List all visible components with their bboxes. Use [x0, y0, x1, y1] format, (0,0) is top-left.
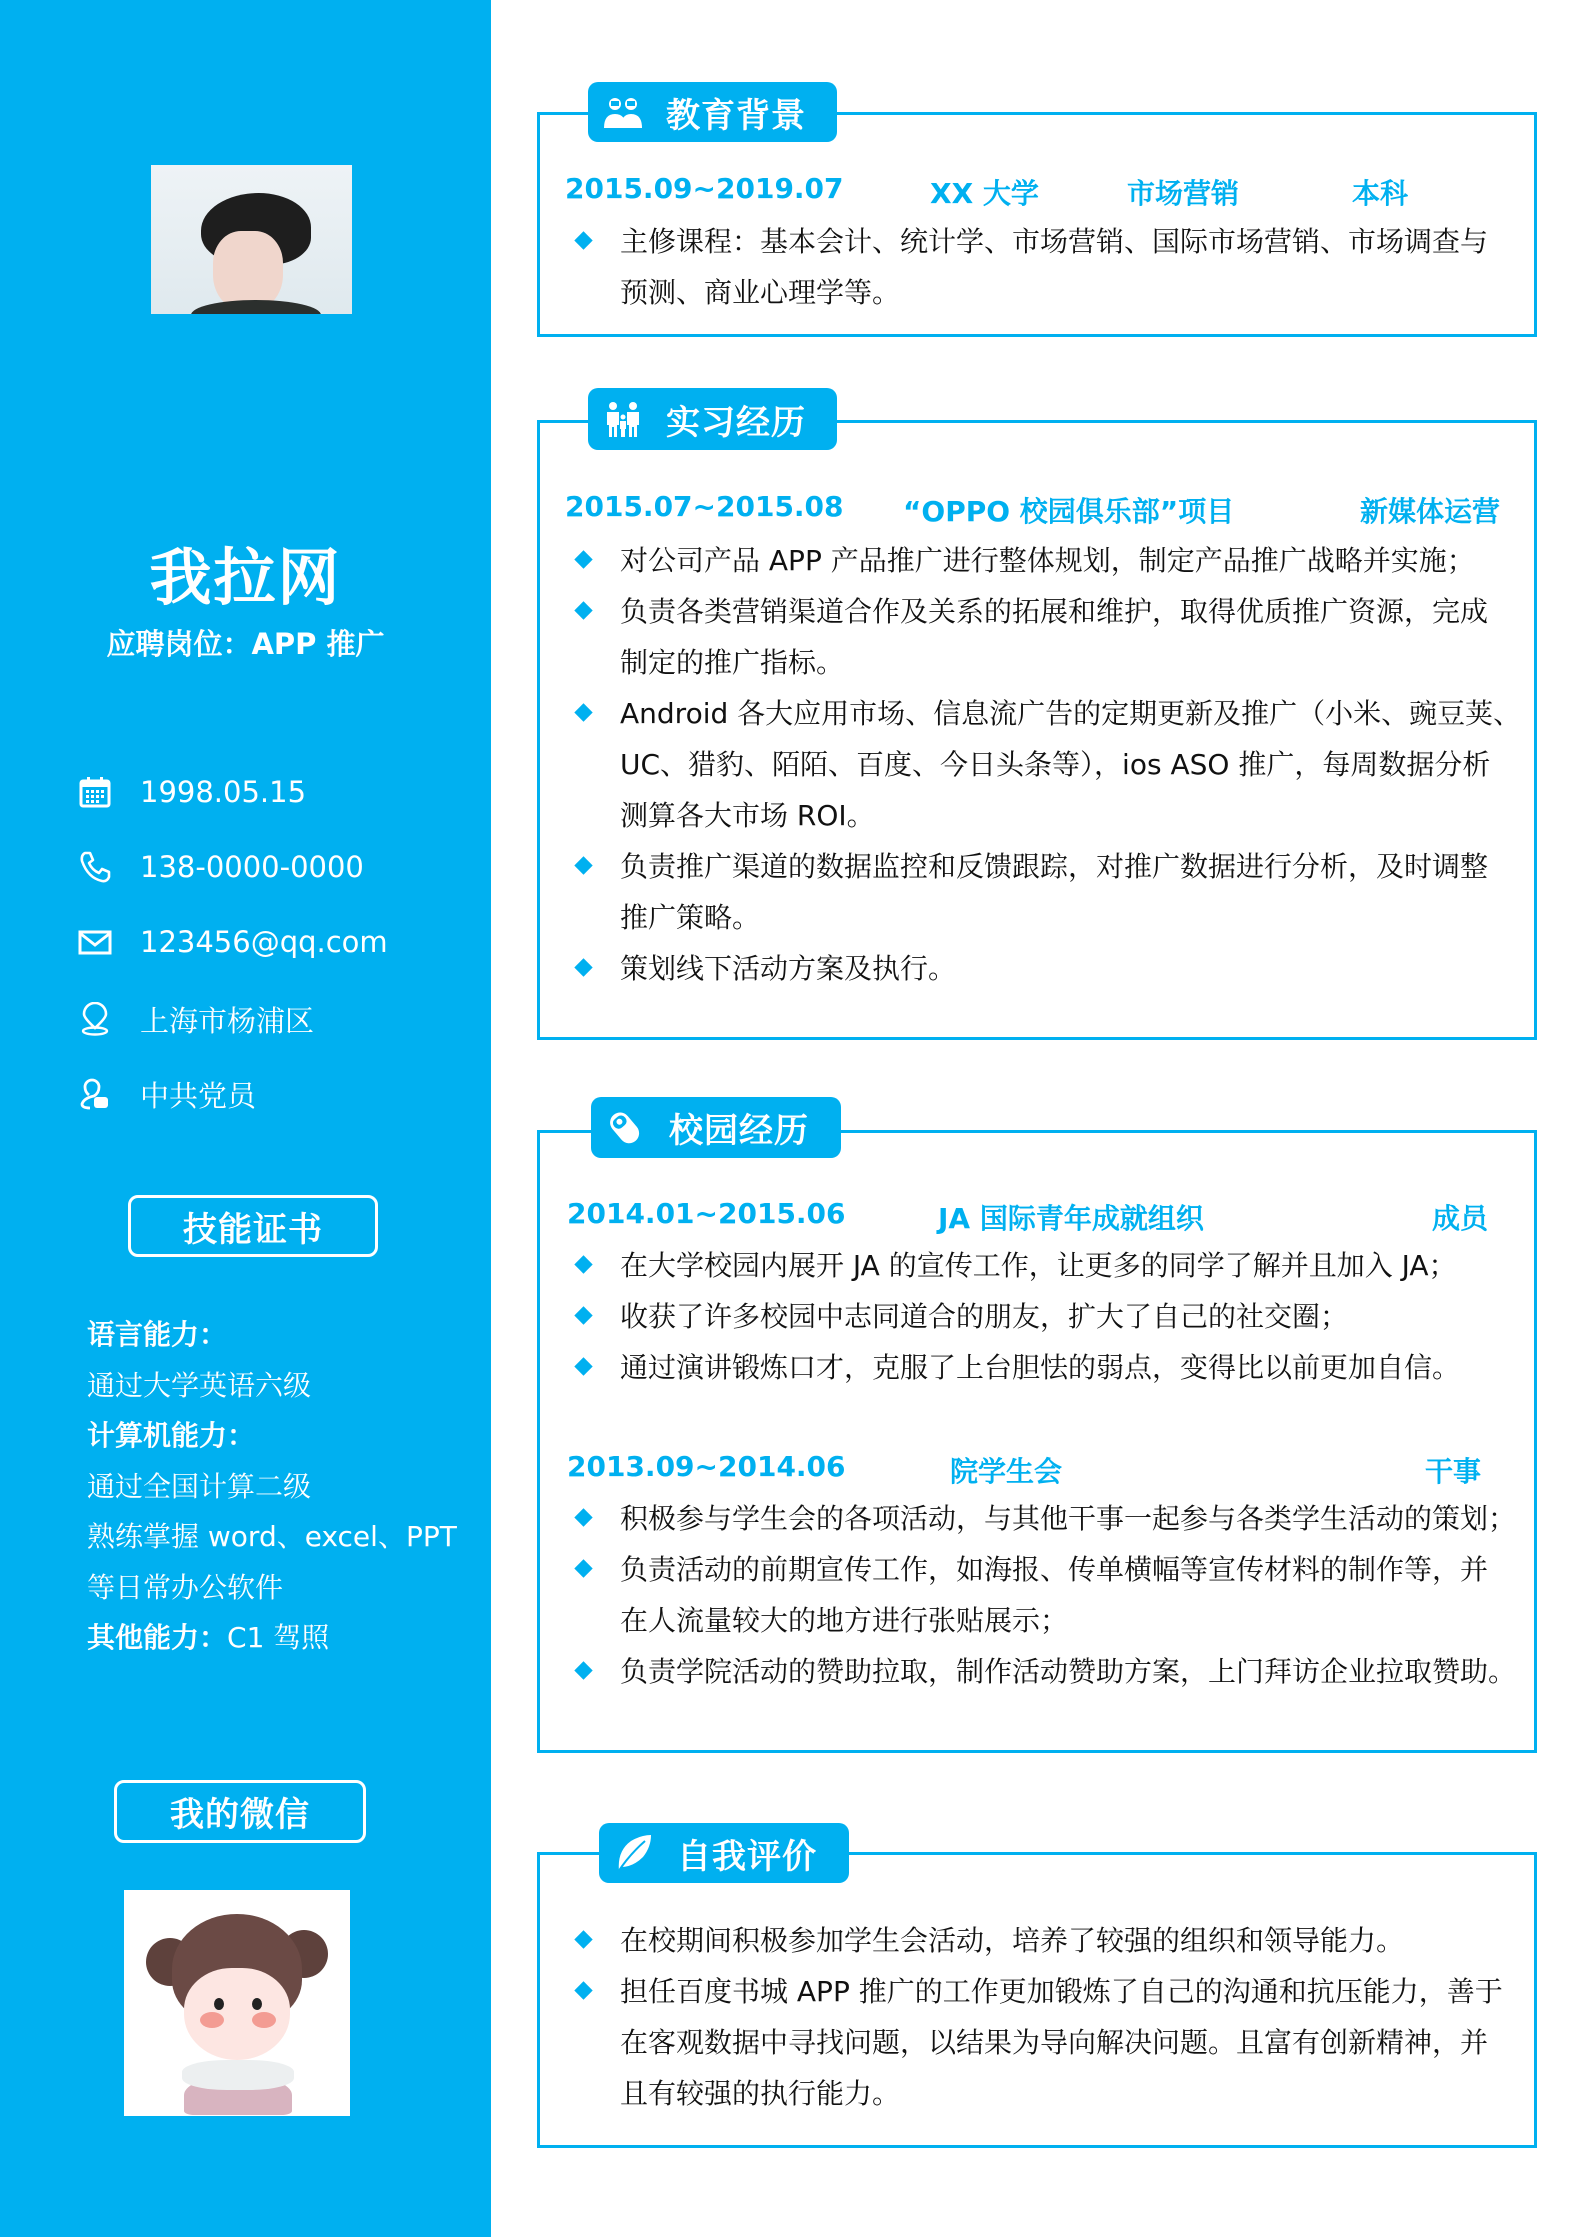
self-evaluation-bullets	[575, 1915, 1535, 2119]
campus-org: 院学生会	[950, 1455, 1063, 1488]
internship-org: “OPPO 校园俱乐部”项目	[903, 495, 1235, 528]
skills-heading: 技能证书	[128, 1195, 378, 1257]
education-bullets	[575, 216, 1535, 318]
skill-other	[87, 1613, 487, 1664]
campus-tab	[591, 1097, 841, 1158]
contact-political-status	[78, 1074, 478, 1114]
skill-other-value: C1 驾照	[227, 1621, 330, 1654]
contact-text: 138-0000-0000	[140, 850, 364, 884]
bullet-item: Android 各大应用市场、信息流广告的定期更新及推广（小米、豌豆荚、 UC、猎豹、陌陌、百度、今日头条等），ios ASO 推广，每周数据分析 测算各大市场 ROI。	[575, 688, 1535, 841]
internship-tab	[588, 388, 837, 450]
bullet-item: 负责学院活动的赞助拉取，制作活动赞助方案，上门拜访企业拉取赞助。	[575, 1646, 1535, 1697]
education-school: XX 大学	[930, 177, 1039, 210]
bullet-item: 收获了许多校园中志同道合的朋友，扩大了自己的社交圈；	[575, 1291, 1535, 1342]
bullet-item: 积极参与学生会的各项活动，与其他干事一起参与各类学生活动的策划；	[575, 1493, 1535, 1544]
family-icon	[602, 399, 644, 439]
skill-item: 通过大学英语六级	[87, 1368, 312, 1402]
wechat-qr-image	[124, 1890, 350, 2116]
skill-item: 等日常办公软件	[87, 1570, 284, 1604]
campus-bullets-2	[575, 1493, 1535, 1697]
skills-list	[87, 1310, 487, 1664]
campus-date: 2014.01~2015.06	[567, 1197, 846, 1230]
contact-text: 1998.05.15	[140, 775, 307, 809]
contact-email	[78, 922, 478, 962]
bullet-item: 担任百度书城 APP 推广的工作更加锻炼了自己的沟通和抗压能力，善于 在客观数据中寻找问题，以结果为导向解决问题。且富有创新精神，并 且有较强的执行能力。	[575, 1966, 1535, 2119]
bullet-item: 负责推广渠道的数据监控和反馈跟踪，对推广数据进行分析，及时调整 推广策略。	[575, 841, 1535, 943]
leaf-icon	[613, 1833, 655, 1873]
contact-text: 上海市杨浦区	[140, 1003, 315, 1038]
people-icon	[602, 92, 644, 132]
profile-photo	[151, 165, 352, 314]
bullet-item: 主修课程：基本会计、统计学、市场营销、国际市场营销、市场调查与 预测、商业心理学等。	[575, 216, 1535, 318]
internship-bullets	[575, 535, 1535, 994]
user-badge-icon	[78, 1077, 112, 1111]
bullet-item: 对公司产品 APP 产品推广进行整体规划，制定产品推广战略并实施；	[575, 535, 1535, 586]
candidate-name: 我拉网	[149, 541, 342, 614]
skill-label-other: 其他能力：	[87, 1621, 228, 1654]
campus-date: 2013.09~2014.06	[567, 1450, 846, 1483]
skill-item: 熟练掌握 word、excel、PPT	[87, 1520, 457, 1553]
contact-text: 123456@qq.com	[140, 925, 388, 959]
internship-date: 2015.07~2015.08	[565, 490, 844, 523]
education-degree: 本科	[1352, 177, 1409, 210]
bullet-item: 在校期间积极参加学生会活动，培养了较强的组织和领导能力。	[575, 1915, 1535, 1966]
education-date: 2015.09~2019.07	[565, 172, 844, 205]
contact-birthdate	[78, 772, 478, 812]
job-position: 应聘岗位：APP 推广	[106, 627, 385, 661]
phone-icon	[78, 850, 112, 884]
campus-bullets-1	[575, 1240, 1535, 1393]
bullet-item: 负责各类营销渠道合作及关系的拓展和维护，取得优质推广资源，完成 制定的推广指标。	[575, 586, 1535, 688]
bullet-item: 在大学校园内展开 JA 的宣传工作，让更多的同学了解并且加入 JA；	[575, 1240, 1535, 1291]
internship-role: 新媒体运营	[1360, 495, 1501, 528]
campus-role: 干事	[1425, 1455, 1482, 1488]
education-tab	[588, 82, 837, 142]
mail-icon	[78, 925, 112, 959]
section-title: 实习经历	[666, 402, 806, 443]
mouse-icon	[605, 1108, 647, 1148]
bullet-item: 通过演讲锻炼口才，克服了上台胆怯的弱点，变得比以前更加自信。	[575, 1342, 1535, 1393]
location-icon	[78, 1002, 112, 1036]
bullet-item: 策划线下活动方案及执行。	[575, 943, 1535, 994]
skill-label-computer: 计算机能力：	[87, 1419, 256, 1452]
section-title: 校园经历	[669, 1111, 809, 1151]
self-evaluation-tab	[599, 1823, 849, 1883]
education-major: 市场营销	[1127, 177, 1240, 210]
contact-text: 中共党员	[140, 1078, 257, 1113]
campus-role: 成员	[1432, 1202, 1489, 1235]
contact-phone	[78, 847, 478, 887]
contact-address	[78, 999, 478, 1039]
section-title: 教育背景	[666, 95, 806, 136]
section-title: 自我评价	[677, 1836, 817, 1877]
calendar-icon	[78, 775, 112, 809]
skill-item: 通过全国计算二级	[87, 1469, 312, 1503]
wechat-heading: 我的微信	[114, 1780, 366, 1843]
skill-label-language: 语言能力：	[87, 1318, 228, 1351]
campus-org: JA 国际青年成就组织	[938, 1202, 1204, 1235]
bullet-item: 负责活动的前期宣传工作，如海报、传单横幅等宣传材料的制作等，并 在人流量较大的地方进行张贴展示；	[575, 1544, 1535, 1646]
